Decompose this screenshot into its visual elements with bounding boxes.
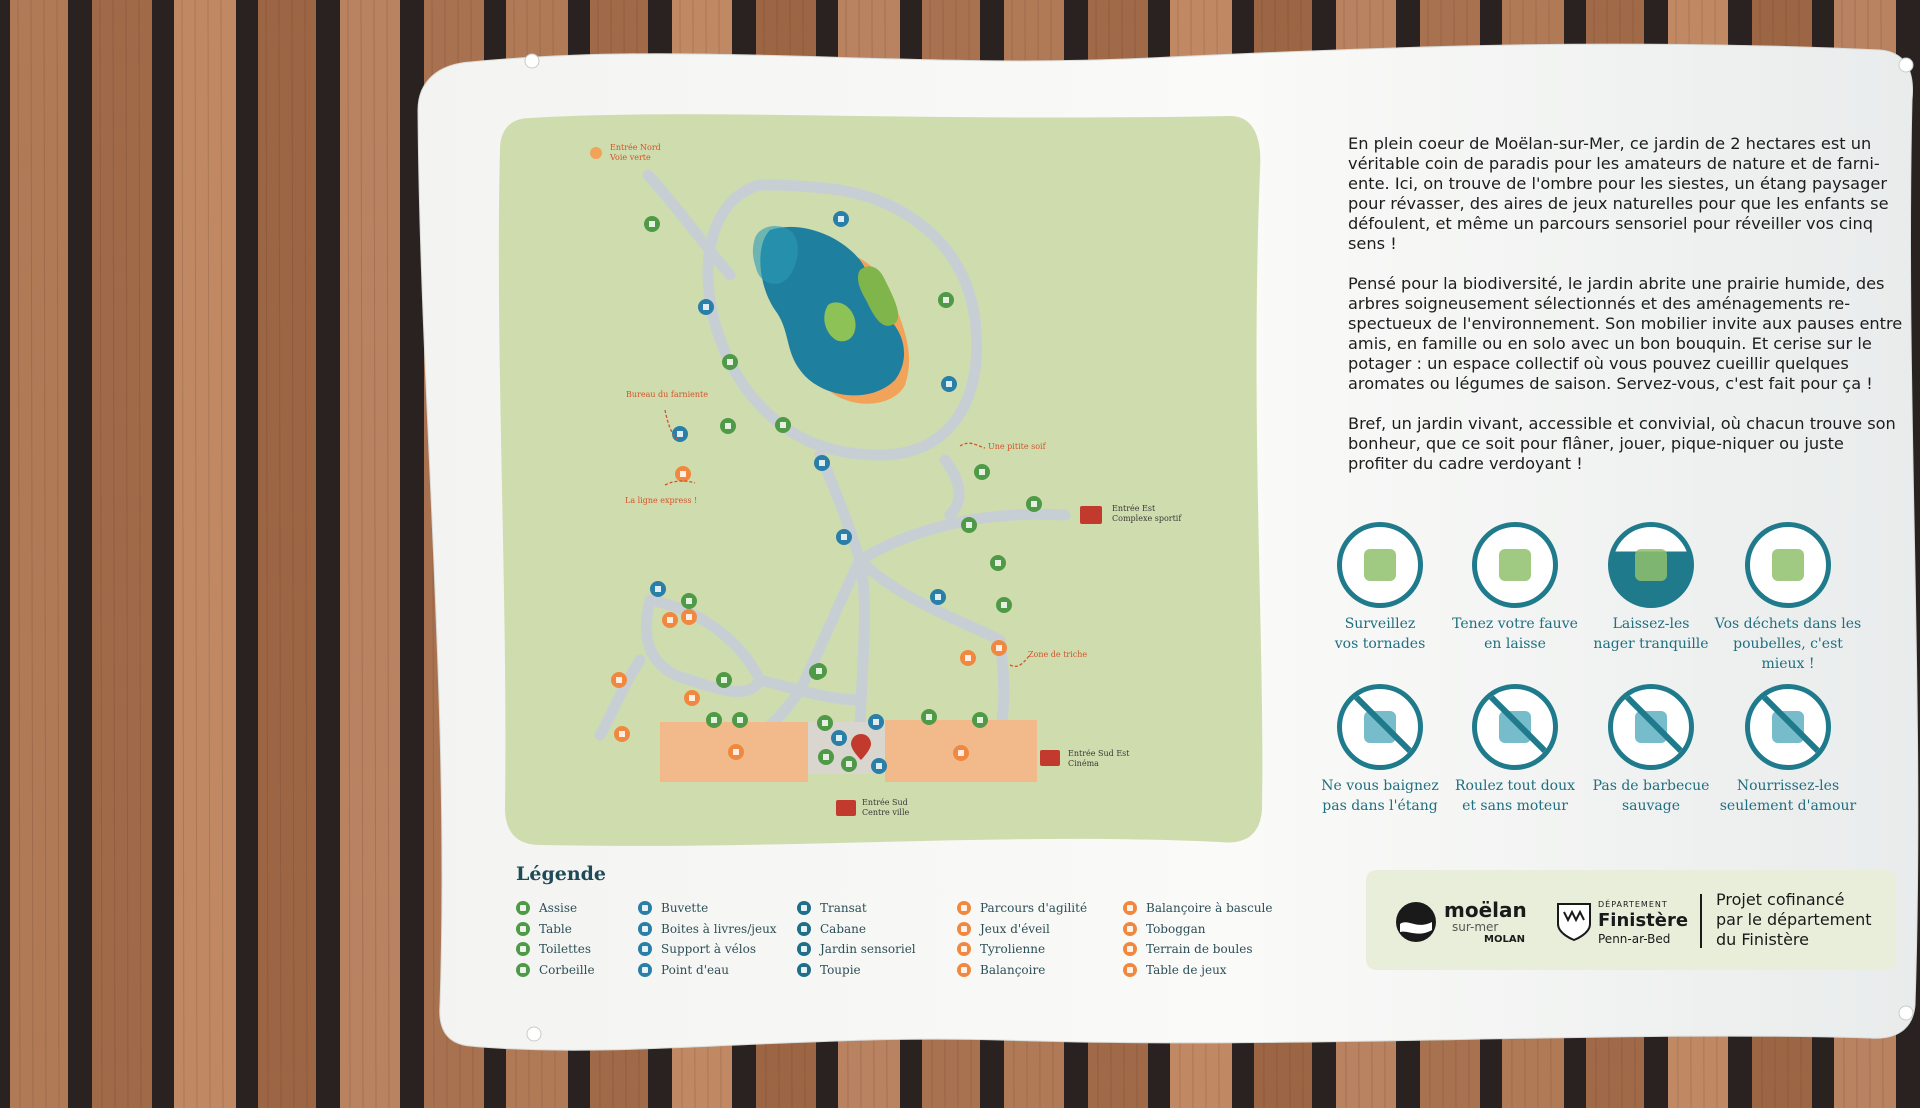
legend-item-label: Buvette — [661, 901, 709, 916]
legend-item — [1123, 898, 1272, 919]
north-entrance-line1: Entrée Nord — [610, 143, 661, 152]
cofund-line3: du Finistère — [1716, 930, 1809, 949]
screw — [1899, 1006, 1913, 1020]
poi-glyph — [822, 720, 828, 726]
rule-caption-line1: Laissez-les — [1612, 616, 1690, 632]
legend-marker-icon — [797, 942, 811, 956]
dept-label: DÉPARTEMENT — [1598, 900, 1668, 909]
legend-item-label: Tyrolienne — [980, 942, 1046, 957]
cofund-line2: par le département — [1716, 910, 1872, 929]
rule-item — [1305, 684, 1455, 816]
poi-glyph — [1031, 501, 1037, 507]
rule-caption — [1440, 776, 1590, 816]
partners-divider — [1700, 894, 1702, 948]
legend-item-label: Table de jeux — [1146, 962, 1227, 977]
rule-caption-line1: Pas de barbecue — [1592, 778, 1710, 794]
moelan-sub: sur-mer — [1452, 920, 1499, 934]
poi-glyph — [935, 594, 941, 600]
legend-item-label: Toboggan — [1146, 921, 1206, 936]
screw — [527, 1027, 541, 1041]
legend-item — [516, 898, 595, 919]
legend-marker-icon — [1123, 942, 1137, 956]
poi-glyph — [966, 522, 972, 528]
legend-item — [797, 919, 916, 940]
rule-caption — [1440, 614, 1590, 654]
forbidden-slash-icon — [1620, 690, 1694, 765]
forbidden-slash-icon — [1757, 690, 1831, 765]
legend-marker-icon — [638, 942, 652, 956]
rule-caption — [1305, 776, 1455, 816]
legend-marker-icon — [797, 901, 811, 915]
legend-item-label: Parcours d'agilité — [980, 901, 1088, 916]
legend-column — [797, 898, 916, 980]
rule-item — [1576, 684, 1726, 816]
intro-paragraph-2: Pensé pour la biodiversité, le jardin abrite une prairie humide, des arbres soigneusement sélectionnés et des aménagements re-spectueux de l'environnement. Son mobilier invite aux pauses entre amis, en famille ou en solo avec un bon bouquin. Et cerise sur le potager : un espace collectif où vous pouvez cueillir quelques aromates ou légumes de saison. Servez-vous, c'est fait pour ça ! — [1348, 274, 1903, 393]
poi-glyph — [946, 381, 952, 387]
legend-item — [638, 919, 777, 940]
legend-item — [797, 898, 916, 919]
legend-item — [797, 939, 916, 960]
pause-label: Une pitite soif — [988, 442, 1046, 451]
legend-item — [638, 898, 777, 919]
poi-glyph — [686, 598, 692, 604]
legend-marker-icon — [797, 922, 811, 936]
rule-caption-line2: en laisse — [1484, 636, 1546, 652]
park-map — [499, 114, 1263, 846]
rule-item — [1576, 522, 1726, 654]
rule-caption-line1: Surveillez — [1344, 616, 1416, 632]
poi-glyph — [958, 750, 964, 756]
legend-marker-icon — [516, 942, 530, 956]
south-entrance-line1: Entrée Sud — [862, 798, 908, 807]
fish-icon — [1608, 522, 1694, 608]
legend-column — [1123, 898, 1272, 980]
legend-title: Légende — [516, 863, 607, 885]
poi-glyph — [977, 717, 983, 723]
feed-fish-icon — [1745, 684, 1831, 770]
poi-glyph — [619, 731, 625, 737]
intro-paragraph-1: En plein coeur de Moëlan-sur-Mer, ce jardin de 2 hectares est un véritable coin de paradis pour les amateurs de nature et de farni-ente. Ici, on trouve de l'ombre pour les siestes, un étang paysager pour révasser, des aires de jeux naturelles pour que les enfants se défoulent, et même un parcours sensoriel pour réveiller vos cinq sens ! — [1348, 134, 1889, 253]
legend-column — [638, 898, 777, 980]
rule-caption-line1: Nourrissez-les — [1736, 778, 1840, 794]
legend-marker-icon — [957, 901, 971, 915]
poi-glyph — [995, 560, 1001, 566]
south-entrance-icon — [836, 800, 856, 816]
rule-item — [1713, 522, 1863, 674]
north-entrance-icon — [590, 147, 602, 159]
legend-item — [638, 960, 777, 981]
east-entrance-line2: Complexe sportif — [1112, 514, 1182, 523]
legend-item-label: Toilettes — [539, 942, 591, 957]
screw — [1899, 58, 1913, 72]
dept-name: Finistère — [1598, 910, 1689, 931]
legend-item-label: Balançoire — [980, 962, 1046, 977]
poi-glyph — [996, 645, 1002, 651]
legend-item — [957, 939, 1087, 960]
legend-item — [516, 939, 595, 960]
legend-marker-icon — [957, 942, 971, 956]
poi-glyph — [727, 359, 733, 365]
poi-glyph — [816, 668, 822, 674]
slide-icon — [1337, 522, 1423, 608]
southeast-entrance-line1: Entrée Sud Est — [1068, 749, 1130, 758]
finistere-crest-icon — [1556, 902, 1592, 942]
bureau-label: Bureau du farniente — [626, 390, 708, 399]
cofund-line1: Projet cofinancé — [1716, 890, 1845, 909]
poi-glyph — [943, 297, 949, 303]
legend-marker-icon — [1123, 901, 1137, 915]
ligne-label: La ligne express ! — [625, 496, 698, 505]
south-entrance-label — [862, 798, 909, 818]
poi-glyph — [703, 304, 709, 310]
rule-caption-line1: Vos déchets dans les — [1714, 616, 1862, 632]
legend-item-label: Assise — [539, 901, 578, 916]
poi-glyph — [926, 714, 932, 720]
legend-item — [1123, 919, 1272, 940]
poi-glyph — [686, 614, 692, 620]
southeast-entrance-line2: Cinéma — [1068, 759, 1099, 768]
legend-item — [638, 939, 777, 960]
rule-caption-line1: Roulez tout doux — [1454, 778, 1576, 794]
rule-item — [1305, 522, 1455, 654]
poi-glyph — [836, 735, 842, 741]
rule-caption-line2: seulement d'amour — [1719, 798, 1857, 814]
forbidden-slash-icon — [1484, 690, 1558, 765]
partners-banner — [1366, 870, 1896, 970]
legend-marker-icon — [638, 901, 652, 915]
legend-marker-icon — [638, 922, 652, 936]
legend-column — [516, 898, 595, 980]
rule-caption — [1713, 614, 1863, 674]
legend-item-label: Table — [539, 921, 572, 936]
poi-glyph — [1001, 602, 1007, 608]
poi-glyph — [819, 460, 825, 466]
north-entrance-label — [610, 143, 661, 163]
poi-glyph — [846, 761, 852, 767]
rule-caption — [1576, 776, 1726, 816]
legend-item-label: Corbeille — [539, 962, 595, 977]
rule-item — [1440, 522, 1590, 654]
legend-item — [516, 960, 595, 981]
rule-caption-line2: nager tranquille — [1593, 636, 1709, 652]
poi-glyph — [689, 695, 695, 701]
rule-caption-line2: pas dans l'étang — [1322, 798, 1438, 814]
southeast-entrance-label — [1068, 749, 1130, 769]
legend-item — [1123, 960, 1272, 981]
rule-pictogram — [1772, 549, 1804, 581]
swimmer-icon — [1337, 684, 1423, 770]
legend-marker-icon — [957, 922, 971, 936]
south-entrance-line2: Centre ville — [862, 808, 910, 817]
legend-marker-icon — [638, 963, 652, 977]
legend-item — [957, 898, 1087, 919]
legend-item — [957, 960, 1087, 981]
rule-item — [1713, 684, 1863, 816]
legend-item-label: Terrain de boules — [1146, 942, 1253, 957]
poi-glyph — [667, 617, 673, 623]
scooter-icon — [1472, 684, 1558, 770]
legend-item-label: Toupie — [820, 962, 861, 977]
moelan-name: moëlan — [1444, 898, 1527, 922]
legend-item — [1123, 939, 1272, 960]
rule-caption-line1: Tenez votre fauve — [1452, 616, 1578, 632]
legend-marker-icon — [516, 963, 530, 977]
rule-item — [1440, 684, 1590, 816]
poi-glyph — [841, 534, 847, 540]
legend-item-label: Transat — [820, 901, 867, 916]
poi-glyph — [965, 655, 971, 661]
poi-glyph — [780, 422, 786, 428]
rule-caption-line2: poubelles, c'est mieux ! — [1733, 636, 1843, 672]
rule-caption — [1713, 776, 1863, 816]
southeast-entrance-icon — [1040, 750, 1060, 766]
poi-glyph — [680, 471, 686, 477]
legend-item — [957, 919, 1087, 940]
cofund-text — [1716, 890, 1872, 950]
screw — [525, 54, 539, 68]
trash-icon — [1745, 522, 1831, 608]
legend-marker-icon — [516, 922, 530, 936]
intro-paragraph-3: Bref, un jardin vivant, accessible et convivial, où chacun trouve son bonheur, que ce soit pour flâner, jouer, pique-niquer ou juste profiter du cadre verdoyant ! — [1348, 414, 1896, 473]
north-entrance-line2: Voie verte — [610, 153, 651, 162]
legend-item — [797, 960, 916, 981]
dept-breton: Penn-ar-Bed — [1598, 932, 1671, 946]
legend-marker-icon — [797, 963, 811, 977]
moelan-breton: MOLAN — [1484, 934, 1525, 945]
legend-item-label: Jeux d'éveil — [980, 921, 1050, 936]
east-entrance-line1: Entrée Est — [1112, 504, 1156, 513]
poi-glyph — [838, 216, 844, 222]
poi-glyph — [737, 717, 743, 723]
rule-caption-line2: vos tornades — [1334, 636, 1426, 652]
poi-glyph — [823, 754, 829, 760]
legend-item-label: Cabane — [820, 921, 867, 936]
dog-leash-icon — [1472, 522, 1558, 608]
rule-caption-line2: et sans moteur — [1462, 798, 1568, 814]
legend-marker-icon — [1123, 963, 1137, 977]
intro-text — [1348, 134, 1908, 494]
moelan-logo-icon — [1394, 900, 1438, 944]
legend-marker-icon — [957, 963, 971, 977]
legend-item-label: Support à vélos — [661, 942, 756, 957]
legend-column — [957, 898, 1087, 980]
poi-glyph — [677, 431, 683, 437]
poi-glyph — [876, 763, 882, 769]
poi-glyph — [979, 469, 985, 475]
poi-glyph — [721, 677, 727, 683]
rule-pictogram — [1499, 549, 1531, 581]
poi-glyph — [873, 719, 879, 725]
rule-caption-line2: sauvage — [1621, 798, 1681, 814]
legend-item-label: Jardin sensoriel — [820, 942, 916, 957]
rule-pictogram — [1364, 549, 1396, 581]
campfire-icon — [1608, 684, 1694, 770]
legend-item-label: Point d'eau — [661, 962, 729, 977]
east-entrance-icon — [1080, 506, 1102, 524]
legend-marker-icon — [1123, 922, 1137, 936]
legend-item — [516, 919, 595, 940]
poi-glyph — [616, 677, 622, 683]
rule-pictogram — [1635, 549, 1667, 581]
rule-caption-line1: Ne vous baignez — [1321, 778, 1439, 794]
rule-caption — [1305, 614, 1455, 654]
legend-item-label: Balançoire à bascule — [1146, 901, 1273, 916]
poi-glyph — [655, 586, 661, 592]
poi-glyph — [733, 749, 739, 755]
east-entrance-label — [1112, 504, 1181, 524]
legend-item-label: Boites à livres/jeux — [661, 921, 777, 936]
legend-marker-icon — [516, 901, 530, 915]
forbidden-slash-icon — [1349, 690, 1423, 765]
triche-label: Zone de triche — [1028, 650, 1088, 659]
rule-caption — [1576, 614, 1726, 654]
poi-glyph — [711, 717, 717, 723]
poi-glyph — [725, 423, 731, 429]
poi-glyph — [649, 221, 655, 227]
